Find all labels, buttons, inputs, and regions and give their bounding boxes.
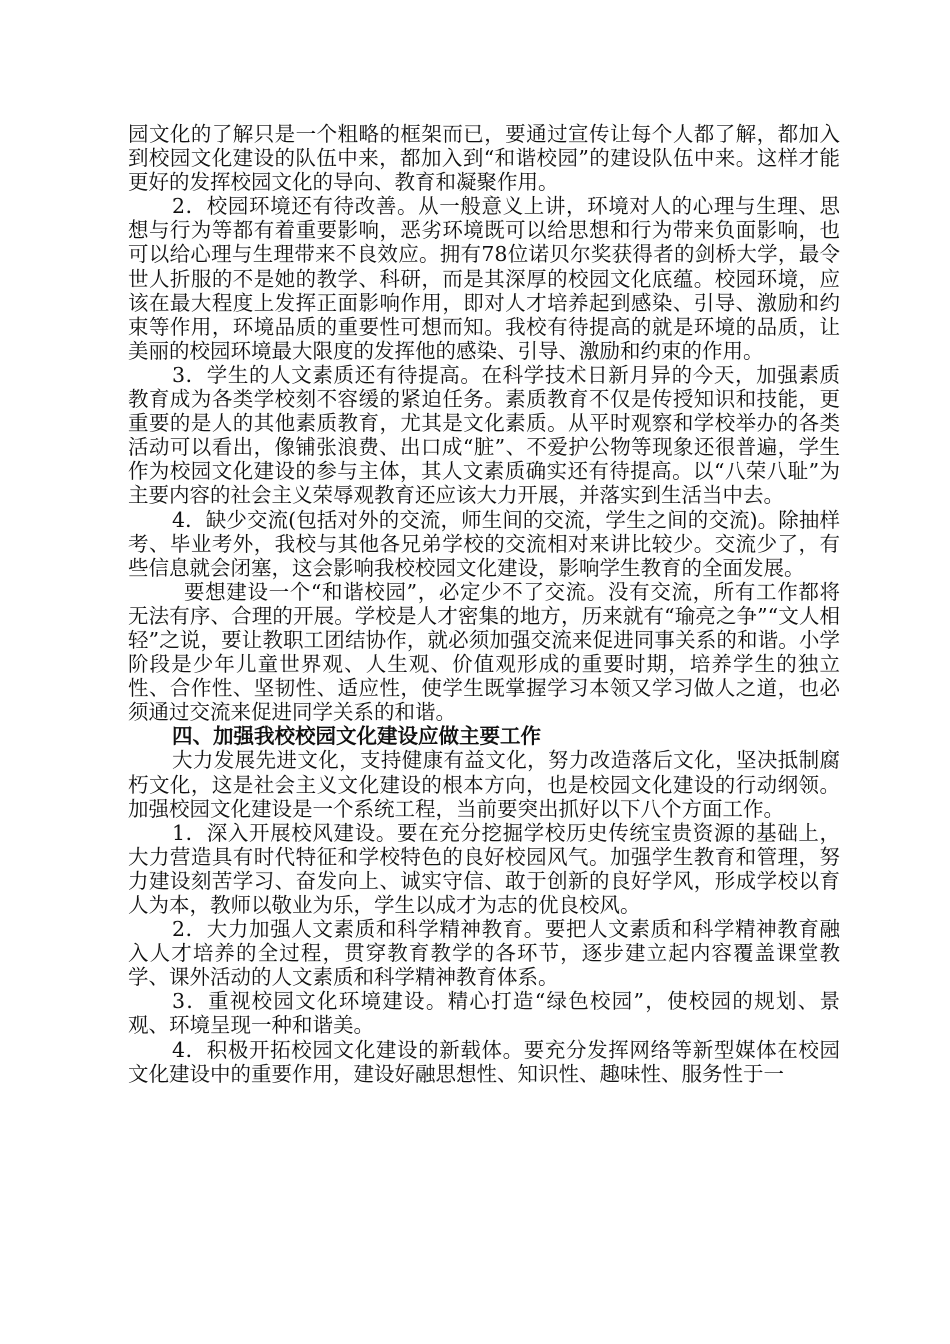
paragraph-humanities: 3．学生的人文素质还有待提高。在科学技术日新月异的今天，加强素质教育成为各类学校刻不容缓的紧迫任务。素质教育不仅是传授知识和技能，更重要的是人的其他素质教育，尤其是文化素质。从平时观察和学校举办的各类活动可以看出，像铺张浪费、出口成“脏”、不爱护公物等现象还很普遍，学生作为校园文化建设的参与主体，其人文素质确实还有待提高。以“八荣八耻”为主要内容的社会主义荣辱观教育还应该大力开展，并落实到生活当中去。: [128, 362, 840, 508]
section-heading: 四、加强我校校园文化建设应做主要工作: [172, 724, 541, 749]
paragraph-culture-direction: 大力发展先进文化，支持健康有益文化，努力改造落后文化，坚决抵制腐朽文化，这是社会主义文化建设的根本方向，也是校园文化建设的行动纲领。加强校园文化建设是一个系统工程，当前要突出抓好以下八个方面工作。: [128, 748, 840, 821]
paragraph-continuation: 园文化的了解只是一个粗略的框架而已，要通过宣传让每个人都了解，都加入到校园文化建设的队伍中来，都加入到“和谐校园”的建设队伍中来。这样才能更好的发挥校园文化的导向、教育和凝聚作用。: [128, 122, 840, 195]
paragraph-new-carrier: 4．积极开拓校园文化建设的新载体。要充分发挥网络等新型媒体在校园文化建设中的重要作用，建设好融思想性、知识性、趣味性、服务性于一: [128, 1037, 840, 1086]
paragraph-harmony: 要想建设一个“和谐校园”，必定少不了交流。没有交流，所有工作都将无法有序、合理的开展。学校是人才密集的地方，历来就有“瑜亮之争”“文人相轻”之说，要让教职工团结协作，就必须加强交流来促进同事关系的和谐。小学阶段是少年儿童世界观、人生观、价值观形成的重要时期，培养学生的独立性、合作性、坚韧性、适应性，使学生既掌握学习本领又学习做人之道，也必须通过交流来促进同学关系的和谐。: [128, 579, 840, 725]
paragraph-communication: 4．缺少交流(包括对外的交流，师生间的交流，学生之间的交流)。除抽样考、毕业考外，我校与其他各兄弟学校的交流相对来讲比较少。交流少了，有些信息就会闭塞，这会影响我校校园文化建设，影响学生教育的全面发展。: [128, 507, 840, 580]
paragraph-school-spirit: 1．深入开展校风建设。要在充分挖掘学校历史传统宝贵资源的基础上，大力营造具有时代特征和学校特色的良好校园风气。加强学生教育和管理，努力建设刻苦学习、奋发向上、诚实守信、敢于创新的良好学风，形成学校以育人为本，教师以敬业为乐，学生以成才为志的优良校风。: [128, 820, 840, 917]
document-body: [128, 122, 840, 1086]
paragraph-science-education: 2．大力加强人文素质和科学精神教育。要把人文素质和科学精神教育融入人才培养的全过程，贯穿教育教学的各环节，逐步建立起内容覆盖课堂教学、课外活动的人文素质和科学精神教育体系。: [128, 917, 840, 990]
paragraph-green-campus: 3．重视校园文化环境建设。精心打造“绿色校园”，使校园的规划、景观、环境呈现一种和谐美。: [128, 989, 840, 1038]
paragraph-environment: 2．校园环境还有待改善。从一般意义上讲，环境对人的心理与生理、思想与行为等都有着重要影响，恶劣环境既可以给思想和行为带来负面影响，也可以给心理与生理带来不良效应。拥有78位诺贝尔奖获得者的剑桥大学，最令世人折服的不是她的教学、科研，而是其深厚的校园文化底蕴。校园环境，应该在最大程度上发挥正面影响作用，即对人才培养起到感染、引导、激励和约束等作用，环境品质的重要性可想而知。我校有待提高的就是环境的品质，让美丽的校园环境最大限度的发挥他的感染、引导、激励和约束的作用。: [128, 194, 840, 363]
